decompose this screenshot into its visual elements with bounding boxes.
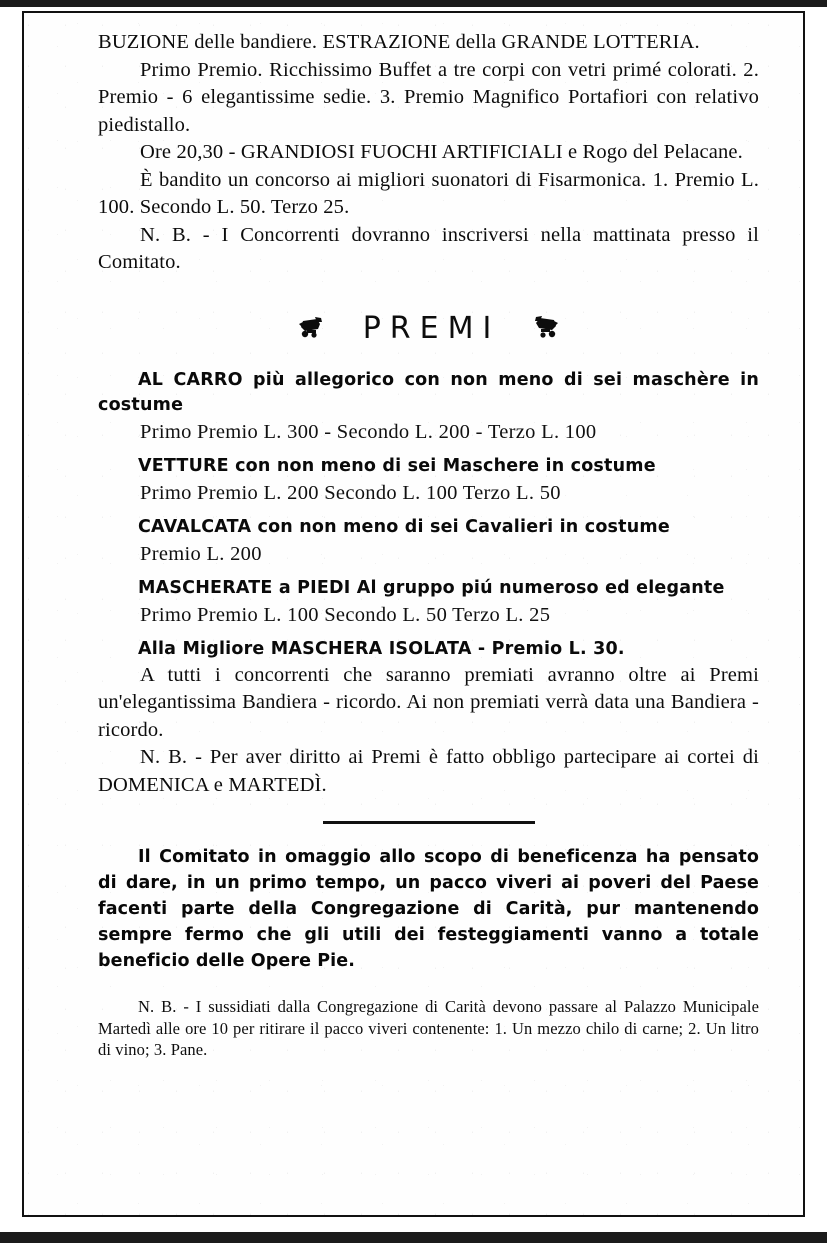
paragraph-beneficenza: Il Comitato in omaggio allo scopo di beneficenza ha pensato di dare, in un primo tempo, un pacco viveri ai poveri del Paese facenti parte della Congregazione di Carità, pur mantenendo sempre fermo che gli utili dei festeggiamenti vanno a totale beneficio delle Opere Pie. (98, 847, 759, 971)
paragraph-final-note: N. B. - I sussidiati dalla Congregazione di Carità devono passare al Palazzo Municipale Martedì alle ore 10 per ritirare il pacco viveri contenente: 1. Un mezzo chilo di carne; 2. Un litro di vino; 3. Pane. (98, 997, 759, 1059)
prize-award: Primo Premio L. 200 Secondo L. 100 Terzo L. 50 (140, 481, 561, 504)
prize-category: Alla Migliore MASCHERA ISOLATA - Premio L. 30. (138, 638, 625, 659)
printers-ornament-right-icon (530, 315, 560, 341)
paragraph-lottery-prizes: Primo Premio. Ricchissimo Buffet a tre corpi con vetri primé colorati. 2. Premio - 6 elegantissime sedie. 3. Premio Magnifico Portafiori con relativo piedistallo. (98, 58, 759, 136)
prize-entry (98, 368, 759, 446)
paragraph-accordion-contest: È bandito un concorso ai migliori suonatori di Fisarmonica. 1. Premio L. 100. Secondo L. 50. Terzo 25. (98, 168, 759, 218)
prize-category: AL CARRO più allegorico con non meno di sei maschère in costume (98, 369, 759, 415)
prize-list (98, 368, 759, 662)
prize-award: Premio L. 200 (140, 542, 262, 565)
prize-category: VETTURE con non meno di sei Maschere in costume (138, 455, 656, 476)
page-content (24, 13, 803, 1215)
paragraph-fireworks: Ore 20,30 - GRANDIOSI FUOCHI ARTIFICIALI e Rogo del Pelacane. (140, 141, 743, 163)
paragraph-nb-registration: N. B. - I Concorrenti dovranno inscriversi nella mattinata presso il Comitato. (98, 223, 759, 273)
divider-rule (323, 821, 535, 824)
printed-page-frame (22, 11, 805, 1217)
prize-entry (98, 576, 759, 629)
prize-entry (98, 454, 759, 507)
printers-ornament-left-icon (297, 315, 327, 341)
prize-category: CAVALCATA con non meno di sei Cavalieri in costume (138, 516, 670, 537)
premi-heading (98, 311, 759, 346)
scanner-band-bottom (0, 1232, 827, 1243)
paragraph-flag-souvenir: A tutti i concorrenti che saranno premiati avranno oltre ai Premi un'elegantissima Bandiera - ricordo. Ai non premiati verrà data una Bandiera - ricordo. (98, 663, 759, 741)
prize-entry (98, 515, 759, 568)
scanner-edge-left (0, 7, 9, 1232)
prize-award: Primo Premio L. 100 Secondo L. 50 Terzo L. 25 (140, 603, 551, 626)
prize-entry (98, 637, 759, 662)
paragraph-nb-parade-obligation: N. B. - Per aver diritto ai Premi è fatto obbligo partecipare ai cortei di DOMENICA e MARTEDÌ. (98, 746, 759, 796)
scanner-band-top (0, 0, 827, 7)
prize-award: Primo Premio L. 300 - Secondo L. 200 - Terzo L. 100 (140, 420, 597, 443)
paragraph-lottery-heading: BUZIONE delle bandiere. ESTRAZIONE della GRANDE LOTTERIA. (98, 31, 700, 53)
premi-title: PREMI (362, 310, 501, 346)
section-divider (98, 821, 759, 824)
prize-category: MASCHERATE a PIEDI Al gruppo piú numeroso ed elegante (138, 577, 725, 598)
